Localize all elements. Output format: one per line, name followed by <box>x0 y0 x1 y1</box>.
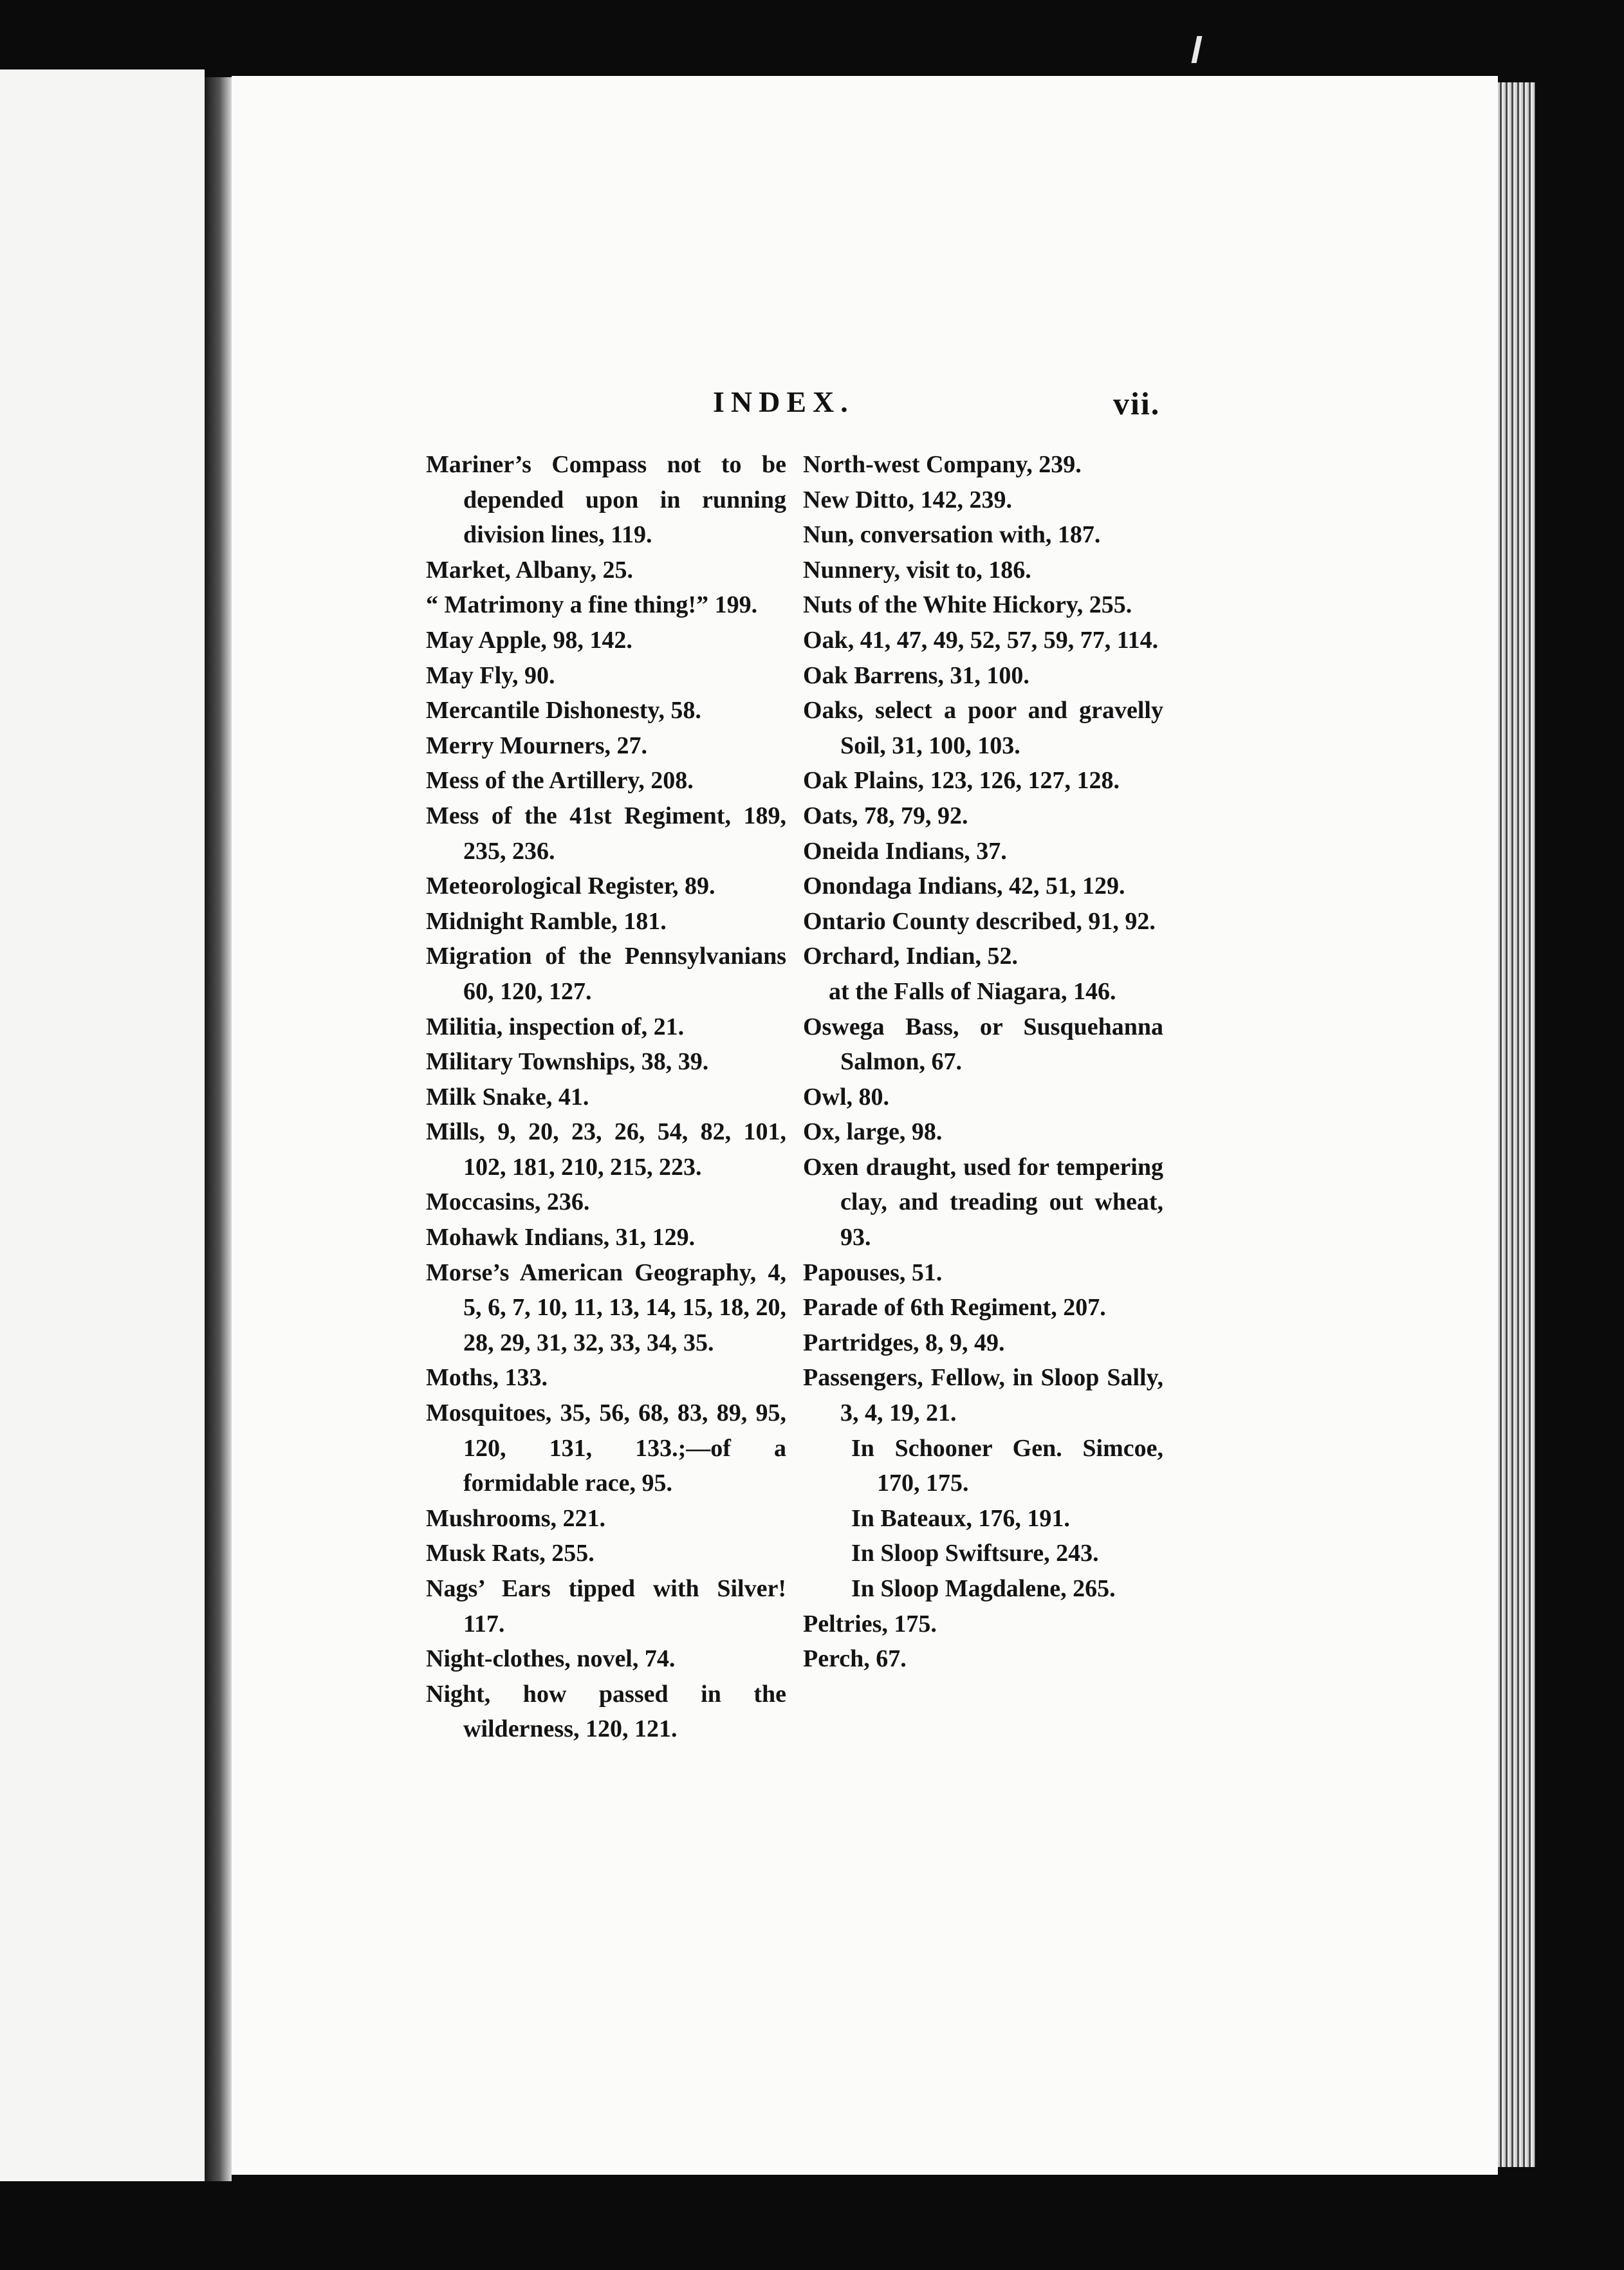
index-entry: Oxen draught, used for tempering clay, and treading out wheat, 93. <box>803 1153 1163 1251</box>
index-entry: Oak Plains, 123, 126, 127, 128. <box>803 767 1120 795</box>
index-entry: at the Falls of Niagara, 146. <box>829 977 1116 1005</box>
index-entry: Ox, large, 98. <box>803 1118 943 1146</box>
index-entry: Passengers, Fellow, in Sloop Sally, 3, 4, 19, 21. <box>803 1364 1163 1427</box>
index-entry: Migration of the Pennsylvanians 60, 120, 127. <box>426 943 786 1005</box>
index-entry: Mercantile Dishonesty, 58. <box>426 697 701 724</box>
index-entry: Mess of the Artillery, 208. <box>426 767 694 795</box>
index-entry: Nuts of the White Hickory, 255. <box>803 591 1132 619</box>
index-entry: Nun, conversation with, 187. <box>803 521 1101 549</box>
index-entry: Night, how passed in the wilderness, 120, 121. <box>426 1680 786 1743</box>
index-column-left <box>426 447 786 1747</box>
index-entry: Nags’ Ears tipped with Silver! 117. <box>426 1575 786 1638</box>
index-entry: Onondaga Indians, 42, 51, 129. <box>803 872 1125 900</box>
index-entry: In Sloop Swiftsure, 243. <box>851 1540 1099 1567</box>
index-entry: Moccasins, 236. <box>426 1188 590 1216</box>
index-entry: Nunnery, visit to, 186. <box>803 556 1031 584</box>
index-entry: Moths, 133. <box>426 1364 548 1392</box>
index-entry: Mess of the 41st Regiment, 189, 235, 236. <box>426 802 786 865</box>
index-entry: Market, Albany, 25. <box>426 556 633 584</box>
index-entry: In Bateaux, 176, 191. <box>851 1504 1070 1532</box>
index-entry: Morse’s American Geography, 4, 5, 6, 7, 10, 11, 13, 14, 15, 18, 20, 28, 29, 31, 32, 33, 34, 35. <box>426 1259 786 1356</box>
scan-mark <box>1192 36 1203 63</box>
page-number: vii. <box>1113 385 1161 421</box>
index-entry: Mushrooms, 221. <box>426 1504 606 1532</box>
index-entry: Mosquitoes, 35, 56, 68, 83, 89, 95, 120, 131, 133.;—of a formidable race, 95. <box>426 1399 786 1497</box>
index-entry: Oaks, select a poor and gravelly Soil, 31, 100, 103. <box>803 697 1163 759</box>
index-entry: May Fly, 90. <box>426 661 555 689</box>
index-entry: Oneida Indians, 37. <box>803 837 1007 865</box>
index-entry: In Sloop Magdalene, 265. <box>851 1575 1116 1602</box>
index-entry: Militia, inspection of, 21. <box>426 1013 685 1040</box>
index-entry: In Schooner Gen. Simcoe, 170, 175. <box>851 1434 1163 1497</box>
index-entry: “ Matrimony a fine thing!” 199. <box>426 591 758 619</box>
running-head <box>0 385 1624 423</box>
index-entry: Mariner’s Compass not to be depended upon in running division lines, 119. <box>426 451 786 549</box>
index-entry: Perch, 67. <box>803 1645 907 1673</box>
index-entry: Ontario County described, 91, 92. <box>803 907 1156 935</box>
index-entry: Milk Snake, 41. <box>426 1083 589 1111</box>
index-entry: Orchard, Indian, 52. <box>803 943 1018 970</box>
index-entry: Merry Mourners, 27. <box>426 732 647 759</box>
index-entry: New Ditto, 142, 239. <box>803 486 1013 513</box>
running-head-title: INDEX. <box>713 385 854 418</box>
index-entry: Peltries, 175. <box>803 1610 937 1638</box>
index-entry: Oats, 78, 79, 92. <box>803 802 968 829</box>
index-entry: Night-clothes, novel, 74. <box>426 1645 676 1673</box>
index-entry: Mills, 9, 20, 23, 26, 54, 82, 101, 102, 181, 210, 215, 223. <box>426 1118 786 1181</box>
index-entry: May Apple, 98, 142. <box>426 626 632 654</box>
index-entry: Musk Rats, 255. <box>426 1540 595 1567</box>
index-entry: Oak, 41, 47, 49, 52, 57, 59, 77, 114. <box>803 626 1159 654</box>
index-entry: Oak Barrens, 31, 100. <box>803 661 1029 689</box>
index-entry: Partridges, 8, 9, 49. <box>803 1329 1005 1356</box>
index-entry: North-west Company, 239. <box>803 451 1082 478</box>
index-entry: Oswega Bass, or Susquehanna Salmon, 67. <box>803 1013 1163 1076</box>
index-entry: Parade of 6th Regiment, 207. <box>803 1294 1106 1322</box>
index-entry: Midnight Ramble, 181. <box>426 907 667 935</box>
index-column-right <box>803 447 1163 1677</box>
index-entry: Mohawk Indians, 31, 129. <box>426 1224 696 1251</box>
index-entry: Meteorological Register, 89. <box>426 872 715 900</box>
index-entry: Military Townships, 38, 39. <box>426 1048 709 1076</box>
index-entry: Papouses, 51. <box>803 1259 943 1286</box>
index-entry: Owl, 80. <box>803 1083 890 1111</box>
